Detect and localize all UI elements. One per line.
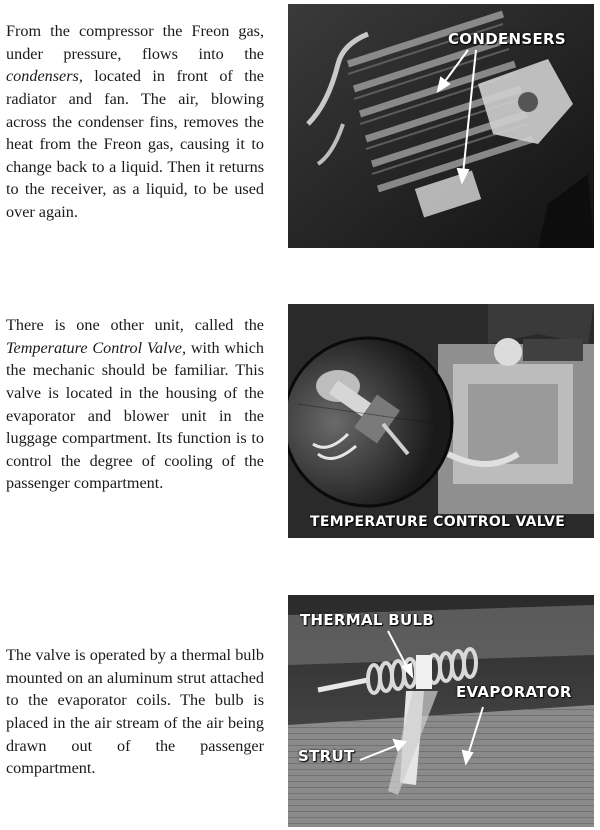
callout-evaporator: EVAPORATOR xyxy=(456,683,572,701)
callout-thermal-bulb: THERMAL BULB xyxy=(300,611,435,629)
photo-condensers xyxy=(288,4,594,248)
callout-temperature-control-valve: TEMPERATURE CONTROL VALVE xyxy=(310,514,566,530)
paragraph-temperature-control-valve xyxy=(6,314,264,495)
photo-thermal-bulb-illustration xyxy=(288,595,594,827)
paragraph-text: The valve is operated by a thermal bulb mounted on an aluminum strut attached to the evaporator coils. The bulb is placed in the air stream of the air being drawn out of the passenger compartment. xyxy=(6,646,264,778)
photo-valve-illustration xyxy=(288,304,594,538)
paragraph-thermal-bulb xyxy=(6,644,264,780)
paragraph-text: located in front of the radiator and fan. The air, blowing across the condenser fins, removes the heat from the Freon gas, causing it to change back to a liquid. Then it returns to the receiver, as a liquid, to be used over again. xyxy=(6,67,264,221)
paragraph-text: There is one other unit, called the xyxy=(6,316,264,335)
paragraph-text: with which the mechanic should be familiar. This valve is located in the housing of the evaporator and blower unit in the luggage compartment. Its function is to control the degree of cooling of the passenger compartment. xyxy=(6,338,264,493)
emphasis-condensers: condensers, xyxy=(6,67,83,86)
paragraph-text: From the compressor the Freon gas, under pressure, flows into the xyxy=(6,22,264,63)
emphasis-temperature-control-valve: Temperature Control Valve, xyxy=(6,338,187,357)
callout-strut: STRUT xyxy=(298,747,355,765)
photo-thermal-bulb xyxy=(288,595,594,827)
photo-temperature-control-valve xyxy=(288,304,594,538)
paragraph-condensers xyxy=(6,20,264,223)
callout-condensers: CONDENSERS xyxy=(448,30,566,48)
